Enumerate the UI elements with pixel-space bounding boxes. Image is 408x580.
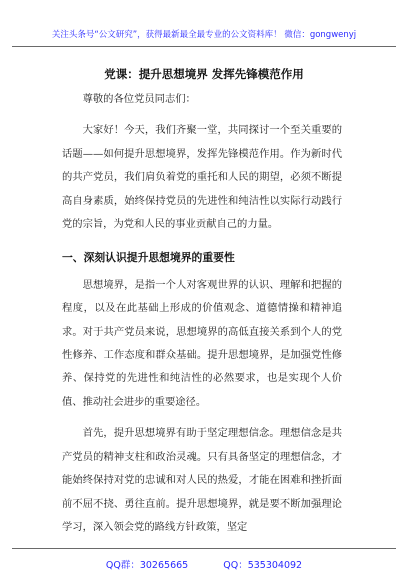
- footer-divider: [12, 548, 396, 549]
- footer-qq-group: QQ群：30265665: [105, 560, 189, 571]
- body-paragraph: 首先，提升思想境界有助于坚定理想信念。理想信念是共产党员的精神支柱和政治灵魂。只有具备坚定的理想信念，才能始终保持对党的忠诚和对人民的热爱，才能在困难和挫折面前不屈不挠、勇往直前。提升思想境界，就是要不断加强理论学习，深入领会党的路线方针政策，坚定: [62, 427, 342, 533]
- header-promo-text: 关注头条号“公文研究”，获得最新最全最专业的公文资料库！ 微信：gongwenyj: [51, 30, 357, 40]
- header-divider: [12, 46, 396, 47]
- document-body: [62, 88, 342, 539]
- body-paragraph: 思想境界，是指一个人对客观世界的认识、理解和把握的程度，以及在此基础上形成的价值观念、道德情操和精神追求。对于共产党员来说，思想境界的高低直接关系到个人的党性修养、工作态度和群众基础。提升思想境界，是加强党性修养、保持党的先进性和纯洁性的必然要求，也是实现个人价值、推动社会进步的重要途径。: [62, 278, 342, 408]
- footer-contact: [0, 557, 408, 571]
- section-heading: 一、深刻认识提升思想境界的重要性: [62, 251, 235, 265]
- document-title: 党课：提升思想境界 发挥先锋模范作用: [104, 67, 304, 81]
- greeting-line: 尊敬的各位党员同志们：: [82, 93, 196, 105]
- footer-qq-number: QQ：535304092: [223, 560, 303, 571]
- page-header: [0, 0, 408, 48]
- intro-paragraph: 大家好！今天，我们齐聚一堂，共同探讨一个至关重要的话题——如何提升思想境界，发挥先锋模范作用。作为新时代的共产党员，我们肩负着党的重托和人民的期望，必须不断提高自身素质，始终保持党员的先进性和纯洁性以实际行动践行党的宗旨，为党和人民的事业贡献自己的力量。: [62, 124, 342, 231]
- page-footer: [0, 548, 408, 578]
